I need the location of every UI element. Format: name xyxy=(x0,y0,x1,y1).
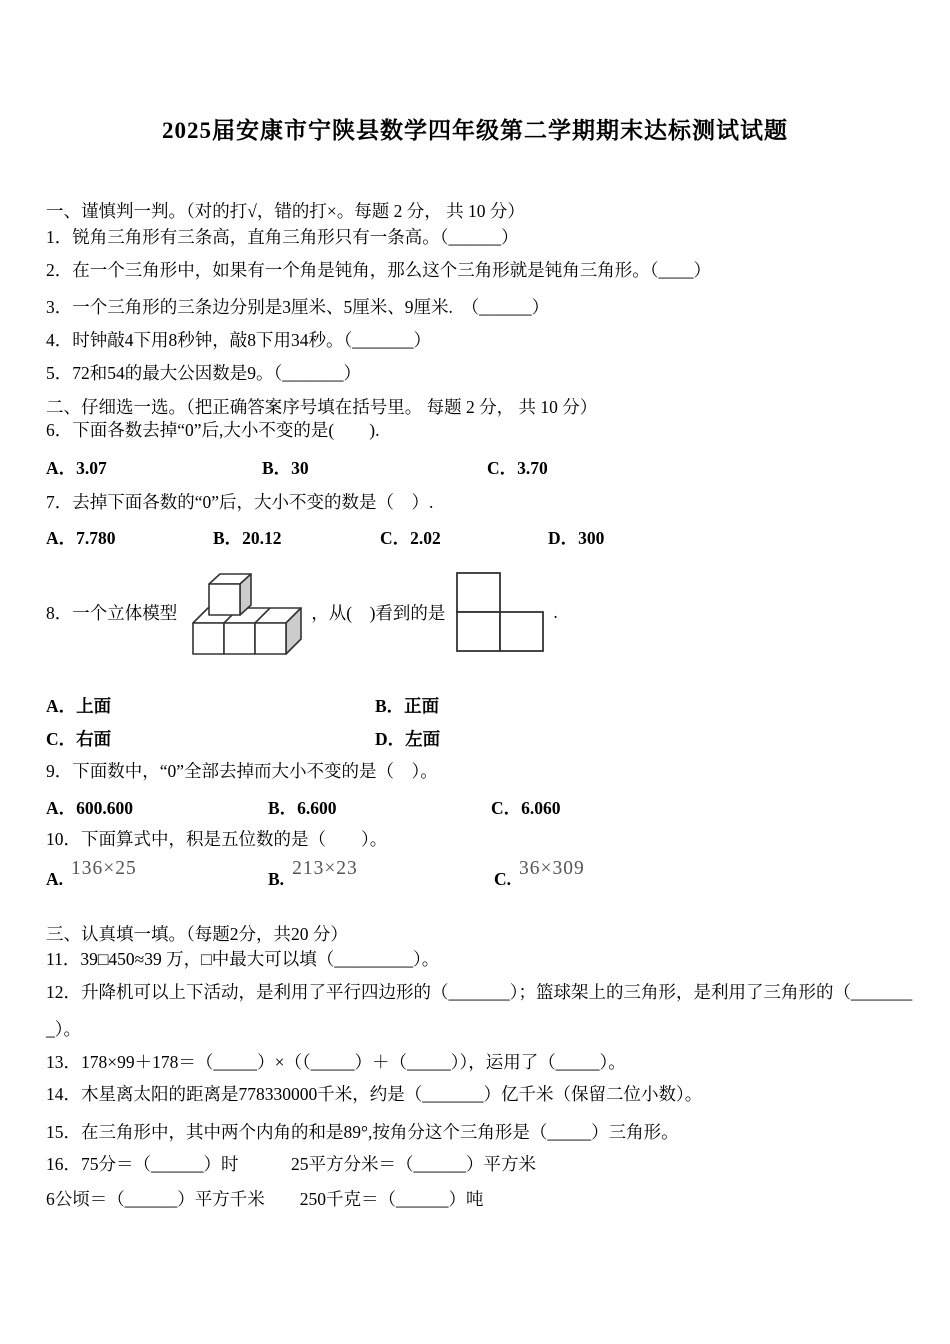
question-13: 13．178×99＋178＝（_____）×（（_____）＋（_____）），运用了（_____）。 xyxy=(46,1052,626,1072)
question-1: 1．锐角三角形有三条高，直角三角形只有一条高。（______） xyxy=(46,227,519,247)
question-16-line-1: 16．75分＝（______）时 25平方分米＝（______）平方米 xyxy=(46,1154,536,1174)
q9-option-a: A．600.600 xyxy=(46,798,134,818)
q6-option-a: A．3.07 xyxy=(46,458,107,478)
exam-title: 2025届安康市宁陕县数学四年级第二学期期末达标测试试题 xyxy=(162,118,788,143)
cube-model-figure xyxy=(187,567,305,657)
question-7: 7．去掉下面各数的“0”后，大小不变的数是（ ）. xyxy=(46,492,434,512)
q9-option-b: B．6.600 xyxy=(268,798,337,818)
section-3-header: 三、认真填一填。（每题2分，共20 分） xyxy=(46,924,348,944)
question-12-line-2: _）。 xyxy=(46,1019,81,1039)
q8-stem-end: . xyxy=(553,601,558,622)
question-11: 11．39□450≈39 万，□中最大可以填（_________）。 xyxy=(46,949,440,969)
section-1-header: 一、谨慎判一判。（对的打√，错的打×。每题 2 分， 共 10 分） xyxy=(46,201,525,221)
question-12-line-1: 12．升降机可以上下活动，是利用了平行四边形的（_______）；篮球架上的三角形，是利用了三角形的（_______ xyxy=(46,982,913,1002)
question-5: 5．72和54的最大公因数是9。（_______） xyxy=(46,363,361,383)
q10-option-a-expression: 136×25 xyxy=(71,858,137,879)
question-9-options xyxy=(46,795,916,819)
question-7-options xyxy=(46,525,916,549)
q10-option-c-label: C. xyxy=(494,869,512,889)
question-16-line-2: 6公顷＝（______）平方千米 250千克＝（______）吨 xyxy=(46,1189,484,1209)
q10-option-b xyxy=(268,858,358,891)
q8-option-d: D．左面 xyxy=(375,729,441,749)
question-8 xyxy=(46,560,916,664)
q10-option-c-expression: 36×309 xyxy=(519,858,585,879)
view-shape-figure xyxy=(455,571,545,653)
question-2: 2．在一个三角形中，如果有一个角是钝角，那么这个三角形就是钝角三角形。（____） xyxy=(46,260,711,280)
q8-option-b: B．正面 xyxy=(375,696,440,716)
question-10-options xyxy=(46,858,916,905)
q8-option-a: A．上面 xyxy=(46,696,112,716)
q6-option-c: C．3.70 xyxy=(487,458,548,478)
question-8-options-row-2 xyxy=(46,726,916,750)
q10-option-b-label: B. xyxy=(268,869,285,889)
q8-stem-pre: 8．一个立体模型 xyxy=(46,602,178,623)
question-10: 10．下面算式中，积是五位数的是（ ）。 xyxy=(46,829,388,849)
section-2-header: 二、仔细选一选。（把正确答案序号填在括号里。 每题 2 分， 共 10 分） xyxy=(46,397,598,417)
question-3: 3．一个三角形的三条边分别是3厘米、5厘米、9厘米. （______） xyxy=(46,297,550,317)
question-8-options-row-1 xyxy=(46,693,916,717)
question-6-options xyxy=(46,455,916,479)
question-14: 14．木星离太阳的距离是778330000千米，约是（_______）亿千米（保留二位小数）。 xyxy=(46,1084,703,1104)
q10-option-a xyxy=(46,858,137,891)
q6-option-b: B．30 xyxy=(262,458,309,478)
q7-option-d: D．300 xyxy=(548,528,605,548)
q8-option-c: C．右面 xyxy=(46,729,112,749)
q10-option-a-label: A. xyxy=(46,869,64,889)
question-6: 6．下面各数去掉“0”后,大小不变的是( ). xyxy=(46,420,380,440)
q9-option-c: C．6.060 xyxy=(491,798,561,818)
q10-option-b-expression: 213×23 xyxy=(292,858,358,879)
question-9: 9．下面数中，“0”全部去掉而大小不变的是（ ）。 xyxy=(46,761,438,781)
q7-option-a: A．7.780 xyxy=(46,528,116,548)
q7-option-b: B．20.12 xyxy=(213,528,282,548)
question-4: 4．时钟敲4下用8秒钟，敲8下用34秒。（_______） xyxy=(46,330,431,350)
q8-stem-mid: ，从( )看到的是 xyxy=(311,602,446,623)
q7-option-c: C．2.02 xyxy=(380,528,441,548)
q10-option-c xyxy=(494,858,585,891)
question-15: 15．在三角形中，其中两个内角的和是89°,按角分这个三角形是（_____）三角形。 xyxy=(46,1122,679,1142)
